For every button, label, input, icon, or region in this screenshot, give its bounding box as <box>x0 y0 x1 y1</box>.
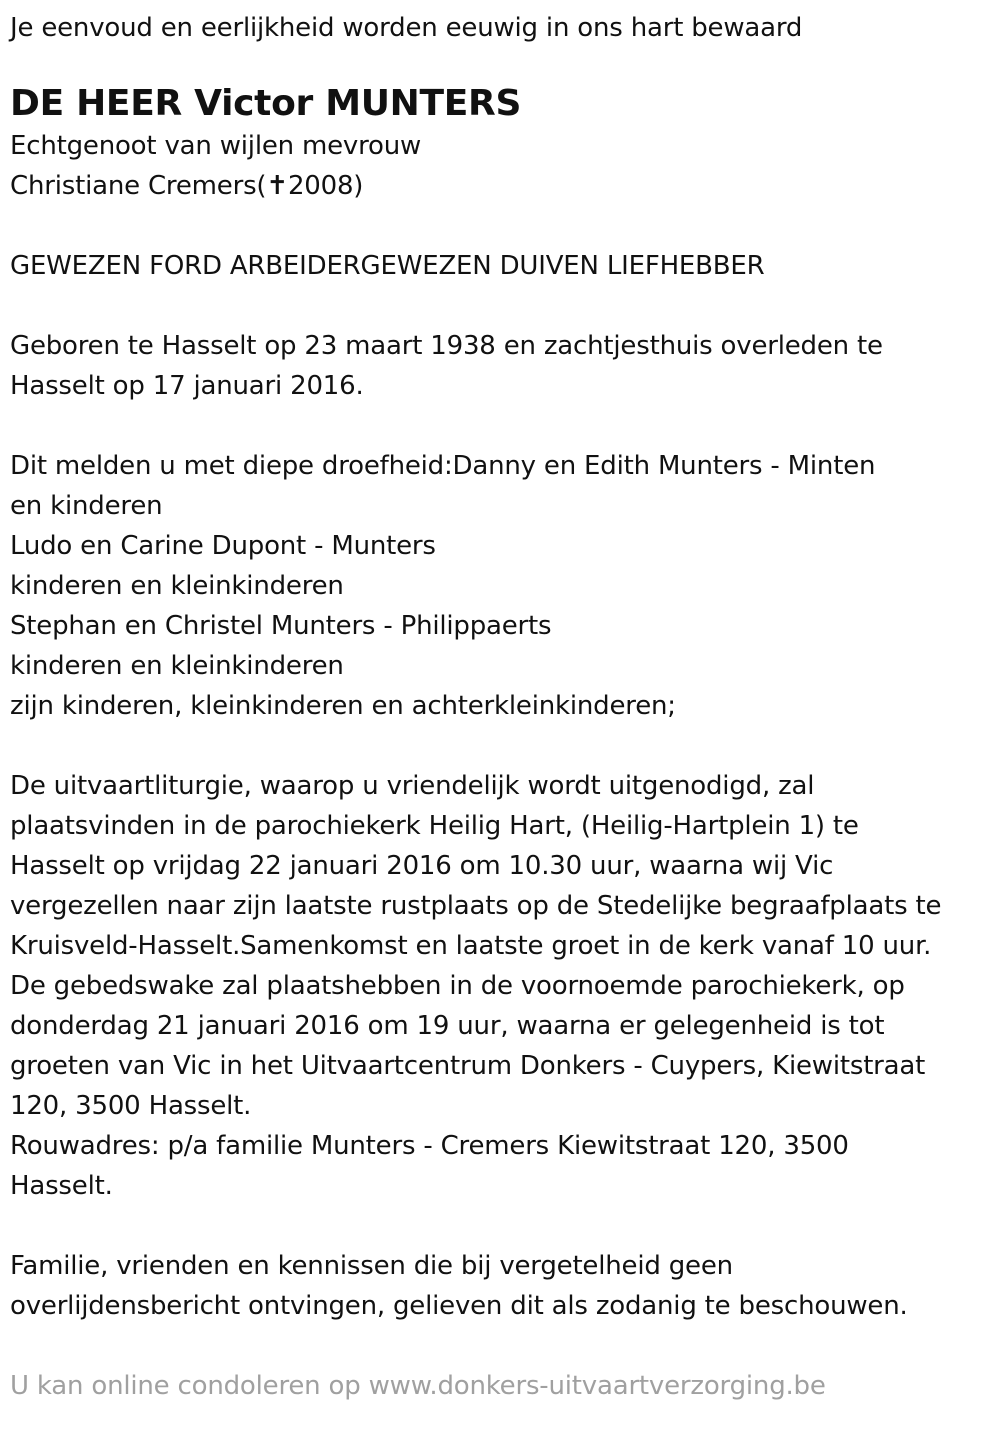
obituary <box>10 8 990 1406</box>
spacer <box>10 1326 990 1366</box>
spouse-line: Christiane Cremers(✝2008) <box>10 171 364 201</box>
deceased-name: DE HEER Victor MUNTERS <box>10 83 522 124</box>
funeral-line: Hasselt. <box>10 1171 113 1201</box>
spacer <box>10 406 990 446</box>
condolence-footer: U kan online condoleren op www.donkers-uitvaartverzorging.be <box>10 1371 826 1401</box>
spouse-block <box>10 126 990 206</box>
birth-death-line: Hasselt op 17 januari 2016. <box>10 371 364 401</box>
funeral-block <box>10 766 990 1206</box>
family-line: en kinderen <box>10 491 163 521</box>
notice-block <box>10 1246 990 1326</box>
birth-death-line: Geboren te Hasselt op 23 maart 1938 en zachtjesthuis overleden te <box>10 331 883 361</box>
funeral-line: Kruisveld-Hasselt.Samenkomst en laatste groet in de kerk vanaf 10 uur. <box>10 931 932 961</box>
funeral-line: vergezellen naar zijn laatste rustplaats op de Stedelijke begraafplaats te <box>10 891 942 921</box>
funeral-line: donderdag 21 januari 2016 om 19 uur, waarna er gelegenheid is tot <box>10 1011 885 1041</box>
spacer <box>10 1206 990 1246</box>
funeral-line: De gebedswake zal plaatshebben in de voornoemde parochiekerk, op <box>10 971 905 1001</box>
funeral-line: Rouwadres: p/a familie Munters - Cremers Kiewitstraat 120, 3500 <box>10 1131 849 1161</box>
spacer <box>10 726 990 766</box>
spacer <box>10 286 990 326</box>
notice-line: overlijdensbericht ontvingen, gelieven dit als zodanig te beschouwen. <box>10 1291 908 1321</box>
family-block <box>10 446 990 726</box>
funeral-line: Hasselt op vrijdag 22 januari 2016 om 10.30 uur, waarna wij Vic <box>10 851 834 881</box>
family-line: kinderen en kleinkinderen <box>10 651 344 681</box>
funeral-line: 120, 3500 Hasselt. <box>10 1091 252 1121</box>
spacer <box>10 206 990 246</box>
funeral-line: plaatsvinden in de parochiekerk Heilig Hart, (Heilig-Hartplein 1) te <box>10 811 859 841</box>
family-line: Stephan en Christel Munters - Philippaerts <box>10 611 552 641</box>
family-line: kinderen en kleinkinderen <box>10 571 344 601</box>
funeral-line: groeten van Vic in het Uitvaartcentrum Donkers - Cuypers, Kiewitstraat <box>10 1051 926 1081</box>
family-line: Dit melden u met diepe droefheid:Danny en Edith Munters - Minten <box>10 451 876 481</box>
family-line: zijn kinderen, kleinkinderen en achterkleinkinderen; <box>10 691 676 721</box>
occupation: GEWEZEN FORD ARBEIDERGEWEZEN DUIVEN LIEFHEBBER <box>10 251 765 281</box>
birth-death-block <box>10 326 990 406</box>
family-line: Ludo en Carine Dupont - Munters <box>10 531 436 561</box>
notice-line: Familie, vrienden en kennissen die bij vergetelheid geen <box>10 1251 733 1281</box>
intro-verse: Je eenvoud en eerlijkheid worden eeuwig in ons hart bewaard <box>10 13 803 43</box>
spouse-line: Echtgenoot van wijlen mevrouw <box>10 131 422 161</box>
funeral-line: De uitvaartliturgie, waarop u vriendelijk wordt uitgenodigd, zal <box>10 771 815 801</box>
